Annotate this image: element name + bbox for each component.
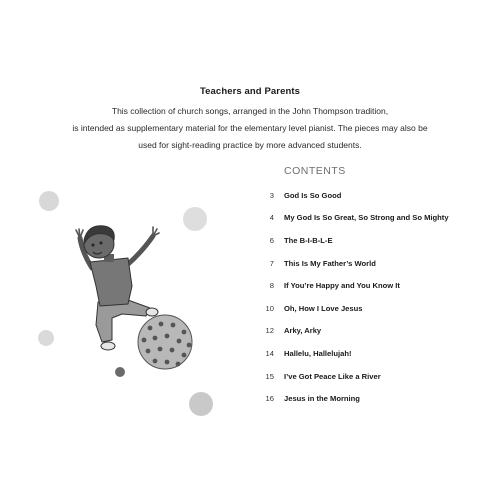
toc-entry: [256, 387, 496, 410]
toc-entry: [256, 320, 496, 343]
toc-entry: [256, 342, 496, 365]
table-of-contents: [256, 184, 496, 410]
polka-dot-ball: [138, 315, 192, 369]
toc-entry: [256, 365, 496, 388]
toc-song-title: I’ve Got Peace Like a River: [284, 371, 381, 381]
bubble-top-right: [183, 207, 207, 231]
toc-entry: [256, 252, 496, 275]
toc-song-title: My God Is So Great, So Strong and So Mighty: [284, 213, 449, 223]
toc-song-title: Oh, How I Love Jesus: [284, 303, 363, 313]
toc-entry: [256, 184, 496, 207]
toc-page-number: 14: [265, 348, 274, 358]
contents-title: CONTENTS: [284, 165, 346, 177]
child-on-ball-illustration: [0, 180, 240, 430]
bubble-small-dark: [115, 367, 125, 377]
toc-song-title: The B-I-B-L-E: [284, 235, 333, 245]
intro-heading: Teachers and Parents: [199, 86, 301, 97]
toc-page-number: 8: [269, 281, 274, 291]
toc-page-number: 6: [269, 235, 274, 245]
toc-page-number: 12: [265, 326, 274, 336]
toc-song-title: Arky, Arky: [284, 326, 322, 336]
toc-page-number: 15: [265, 371, 274, 381]
bubble-left: [38, 330, 54, 346]
bubble-bottom-right: [189, 392, 213, 416]
toc-song-title: This Is My Father’s World: [284, 258, 376, 268]
toc-song-title: God Is So Good: [284, 190, 342, 200]
intro-line: This collection of church songs, arranged in the John Thompson tradition,: [111, 106, 389, 116]
intro-paragraph: [55, 103, 445, 154]
toc-page-number: 10: [265, 303, 274, 313]
bubble-top-left: [39, 191, 59, 211]
toc-page-number: 7: [269, 258, 274, 268]
intro-line: used for sight-reading practice by more advanced students.: [138, 140, 362, 150]
toc-song-title: If You’re Happy and You Know It: [284, 281, 400, 291]
toc-song-title: Hallelu, Hallelujah!: [284, 348, 352, 358]
toc-page-number: 16: [265, 394, 274, 404]
toc-page-number: 4: [269, 213, 274, 223]
toc-entry: [256, 229, 496, 252]
toc-entry: [256, 207, 496, 230]
toc-page-number: 3: [269, 190, 274, 200]
toc-entry: [256, 297, 496, 320]
toc-song-title: Jesus in the Morning: [284, 394, 360, 404]
toc-entry: [256, 274, 496, 297]
intro-line: is intended as supplementary material for the elementary level pianist. The pieces may also be: [72, 123, 428, 133]
